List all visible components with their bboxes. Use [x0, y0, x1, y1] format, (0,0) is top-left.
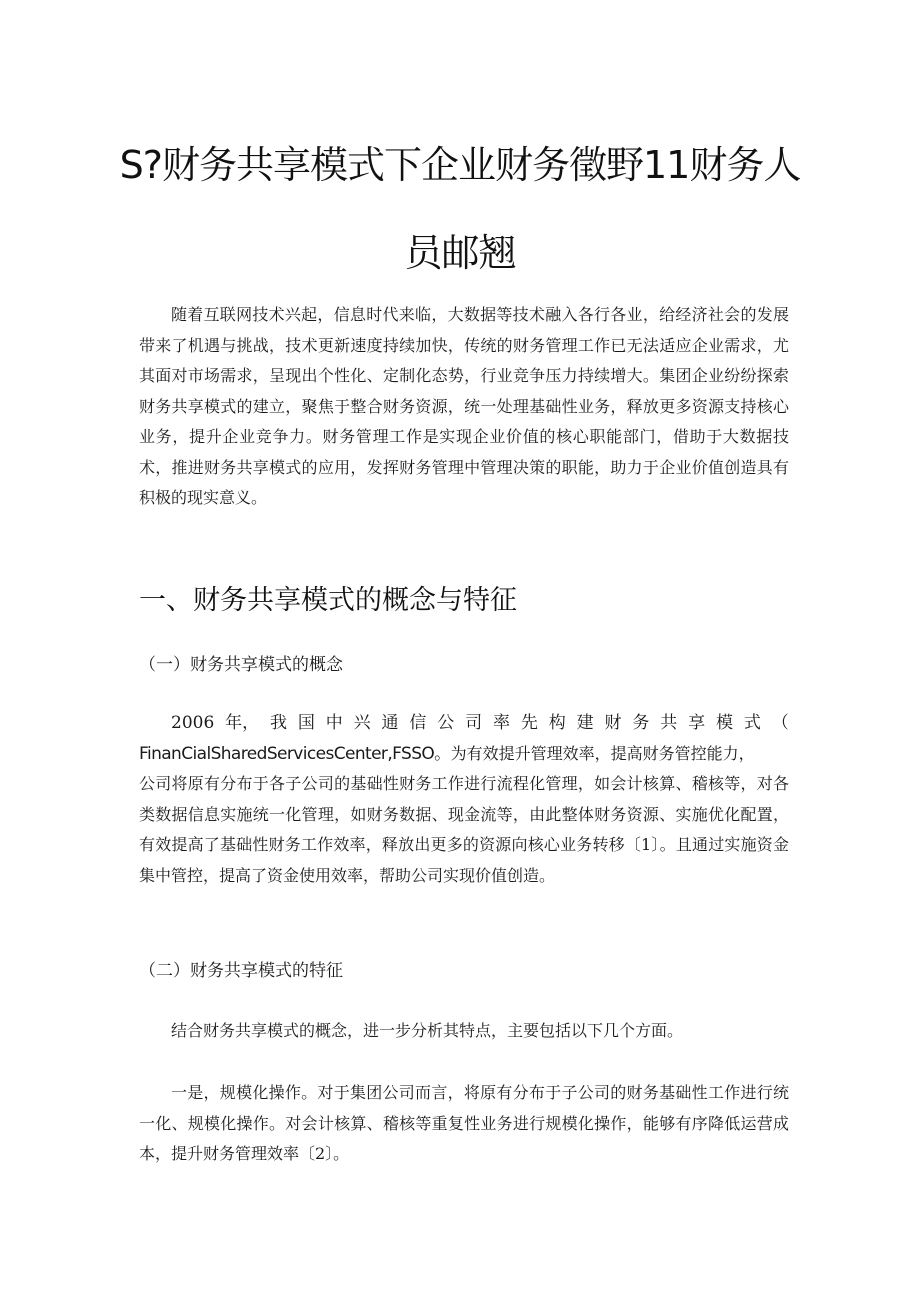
- concept-second-line-text: 为有效提升管理效率，提高财务管控能力，: [450, 743, 755, 763]
- concept-first-line-token: 建: [576, 713, 594, 733]
- concept-first-line: [139, 708, 789, 739]
- concept-first-line-token: 兴: [353, 713, 371, 733]
- concept-second-line: [139, 739, 789, 770]
- concept-first-line-token: 享: [688, 713, 706, 733]
- concept-first-line-token: 国: [297, 713, 315, 733]
- intro-paragraph: 随着互联网技术兴起，信息时代来临，大数据等技术融入各行各业，给经济社会的发展带来了机遇与挑战，技术更新速度持续加快，传统的财务管理工作已无法适应企业需求，尤其面对市场需求，呈现出个性化、定制化态势，行业竞争压力持续增大。集团企业纷纷探索财务共享模式的建立，聚焦于整合财务资源，统一处理基础性业务，释放更多资源支持核心业务，提升企业竞争力。财务管理工作是实现企业价值的核心职能部门，借助于大数据技术，推进财务共享模式的应用，发挥财务管理中管理决策的职能，助力于企业价值创造具有积极的现实意义。: [139, 305, 789, 507]
- concept-first-line-token: 务: [632, 713, 650, 733]
- concept-first-line-token: 模: [716, 713, 734, 733]
- concept-first-line-token: 通: [381, 713, 399, 733]
- document-title-line1: S?财务共享模式下企业财务徵野11财务人: [119, 143, 801, 187]
- concept-first-line-token: 2006: [171, 713, 215, 733]
- concept-first-line-token: 我: [270, 713, 288, 733]
- features-intro-paragraph: 结合财务共享模式的概念，进一步分析其特点，主要包括以下几个方面。: [171, 1021, 684, 1040]
- concept-first-line-token: 信: [409, 713, 427, 733]
- concept-first-line-token: 中: [325, 713, 343, 733]
- fssc-english-name: FinanCialSharedServicesCenter,FSSO。: [139, 743, 451, 764]
- concept-first-line-token: 财: [604, 713, 622, 733]
- concept-first-line-token: 共: [660, 713, 678, 733]
- concept-first-line-token: 司: [465, 713, 483, 733]
- concept-paragraph-rest: 公司将原有分布于各子公司的基础性财务工作进行流程化管理，如会计核算、稽核等，对各类数据信息实施统一化管理，如财务数据、现金流等，由此整体财务资源、实施优化配置，有效提高了基础性财务工作效率，释放出更多的资源向核心业务转移〔1〕。且通过实施资金集中管控，提高了资金使用效率，帮助公司实现价值创造。: [139, 774, 789, 885]
- concept-first-line-token: （: [771, 713, 789, 733]
- subsection-heading-concept: （一）财务共享模式的概念: [139, 655, 343, 675]
- feature-one-paragraph: 一是，规模化操作。对于集团公司而言，将原有分布于子公司的财务基础性工作进行统一化、规模化操作。对会计核算、稽核等重复性业务进行规模化操作，能够有序降低运营成本，提升财务管理效率〔2〕。: [139, 1083, 789, 1163]
- concept-first-line-token: 先: [520, 713, 538, 733]
- concept-paragraph: [139, 708, 789, 891]
- subsection-heading-features: （二）财务共享模式的特征: [139, 961, 343, 981]
- document-title-line2: 员邮翘: [404, 231, 516, 275]
- concept-first-line-token: 率: [493, 713, 511, 733]
- concept-first-line-token: 公: [437, 713, 455, 733]
- concept-first-line-token: 构: [548, 713, 566, 733]
- section-heading-1: 一、财务共享模式的概念与特征: [139, 585, 517, 616]
- concept-first-line-token: 年，: [225, 713, 260, 733]
- concept-first-line-token: 式: [743, 713, 761, 733]
